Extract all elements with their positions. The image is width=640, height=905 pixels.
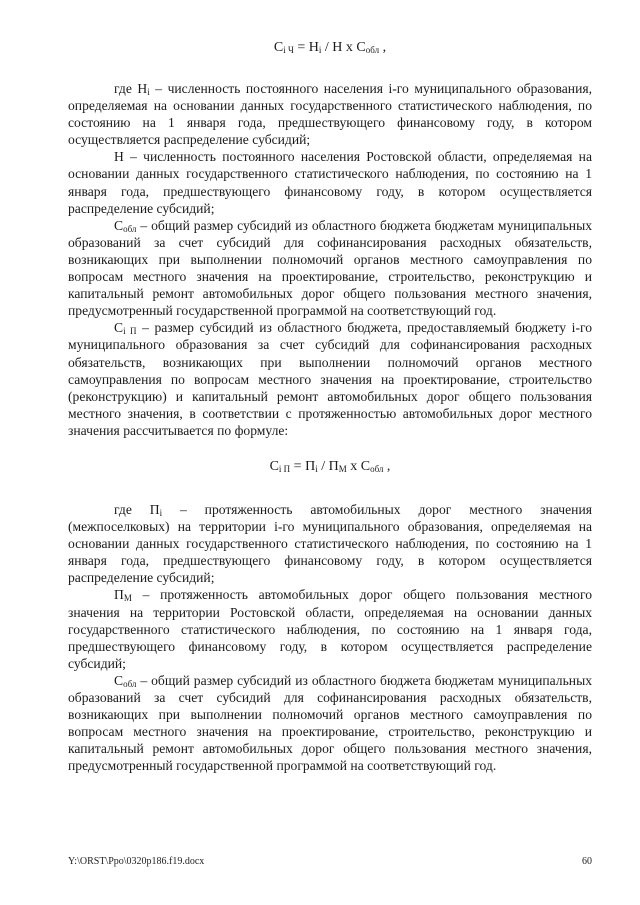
definition-text: H – численность постоянного населения Ростовской области, определяемая на основании данных государственного статистического наблюдения, по состоянию на 1 января года, предшествующего финансовому году, в котором осуществляется распределение субсидий;	[68, 149, 592, 216]
term: C	[114, 672, 124, 688]
formula-symbol: / П	[317, 458, 339, 474]
definition-text: – численность постоянного населения i-го муниципального образования, определяемая на основании данных государственного статистического наблюдения, по состоянию на 1 января года, предшествующего финансовому году, в котором осуществляется распределение субсидий;	[68, 81, 592, 148]
formula-symbol: / H x C	[321, 40, 366, 55]
page-content	[68, 30, 592, 774]
term-subscript: i	[159, 507, 163, 518]
file-path: Y:\ORST\Ppo\0320p186.f19.docx	[68, 856, 205, 867]
formula-subscript: М	[338, 463, 347, 474]
formula-symbol: = H	[293, 40, 319, 55]
term-subscript: i	[147, 87, 150, 97]
definition-text: – общий размер субсидий из областного бюджета бюджетам муниципальных образований за счет субсидий для софинансирования расходных обязательств, возникающих при выполнении полномочий органов местного самоуправления по вопросам местного значения на проектирование, строительство, реконструкцию и капитальный ремонт автомобильных дорог общего пользования местного значения, предусмотренный государственной программой на соответствующий год.	[68, 217, 592, 319]
formula-symbol: C	[269, 458, 279, 474]
formula-symbol: x C	[346, 458, 371, 474]
definition-text: – размер субсидий из областного бюджета, предоставляемый бюджету i-го муниципального образования за счет субсидий для софинансирования расходных обязательств, возникающих при выполнении полномочий органов местного самоуправления по вопросам местного значения на проектирование, строительство (реконструкцию) и капитальный ремонт автомобильных дорог общего пользования местного значения, в соответствии с протяженностью автомобильных дорог местного значения рассчитывается по формуле:	[68, 320, 592, 438]
definition-pm	[68, 586, 592, 671]
formula-subscript: обл	[370, 463, 384, 474]
definition-cobl	[68, 217, 592, 320]
formula-subscript: обл	[365, 45, 380, 55]
formula-symbol: C	[273, 40, 284, 55]
term: где П	[114, 501, 160, 517]
formula-symbol: ,	[383, 458, 391, 474]
page-number: 60	[582, 856, 592, 867]
formula-subscript: i Ч	[283, 45, 294, 55]
term-subscript: М	[123, 593, 132, 604]
term: где H	[114, 81, 148, 96]
term-subscript: обл	[123, 678, 137, 689]
term: П	[114, 587, 124, 603]
definition-hi	[68, 80, 592, 148]
term: C	[114, 217, 124, 233]
formula-road-length	[68, 457, 592, 477]
definition-text: – протяженность автомобильных дорог общего пользования местного значения на территории Ростовской области, определяемая на основании данных государственного статистического наблюдения, по состоянию на 1 января года, предшествующего финансовому году, в котором осуществляется распределение субсидий;	[68, 587, 592, 671]
definition-cip	[68, 319, 592, 439]
page-footer	[68, 856, 592, 868]
formula-subscript: i	[318, 45, 322, 55]
definition-text: – протяженность автомобильных дорог местного значения (межпоселковых) на территории i-го муниципального образования, определяемая на основании данных государственного статистического наблюдения, по состоянию на 1 января года, предшествующего финансовому году, в котором осуществляется распределение субсидий;	[68, 501, 592, 586]
formula-subscript: i	[315, 463, 318, 474]
formula-symbol: ,	[379, 40, 387, 55]
definition-h	[68, 148, 592, 216]
term-subscript: обл	[123, 223, 137, 234]
formula-population	[68, 38, 592, 58]
definition-cobl-2	[68, 672, 592, 775]
definition-pi	[68, 501, 592, 586]
term-subscript: i П	[123, 326, 137, 337]
term: C	[114, 320, 124, 336]
formula-subscript: i П	[278, 463, 291, 474]
definition-text: – общий размер субсидий из областного бюджета бюджетам муниципальных образований за счет субсидий для софинансирования расходных обязательств, возникающих при выполнении полномочий органов местного самоуправления по вопросам местного значения на проектирование, строительство, реконструкцию и капитальный ремонт автомобильных дорог общего пользования местного значения, предусмотренный государственной программой на соответствующий год.	[68, 672, 592, 774]
formula-symbol: = П	[290, 458, 316, 474]
